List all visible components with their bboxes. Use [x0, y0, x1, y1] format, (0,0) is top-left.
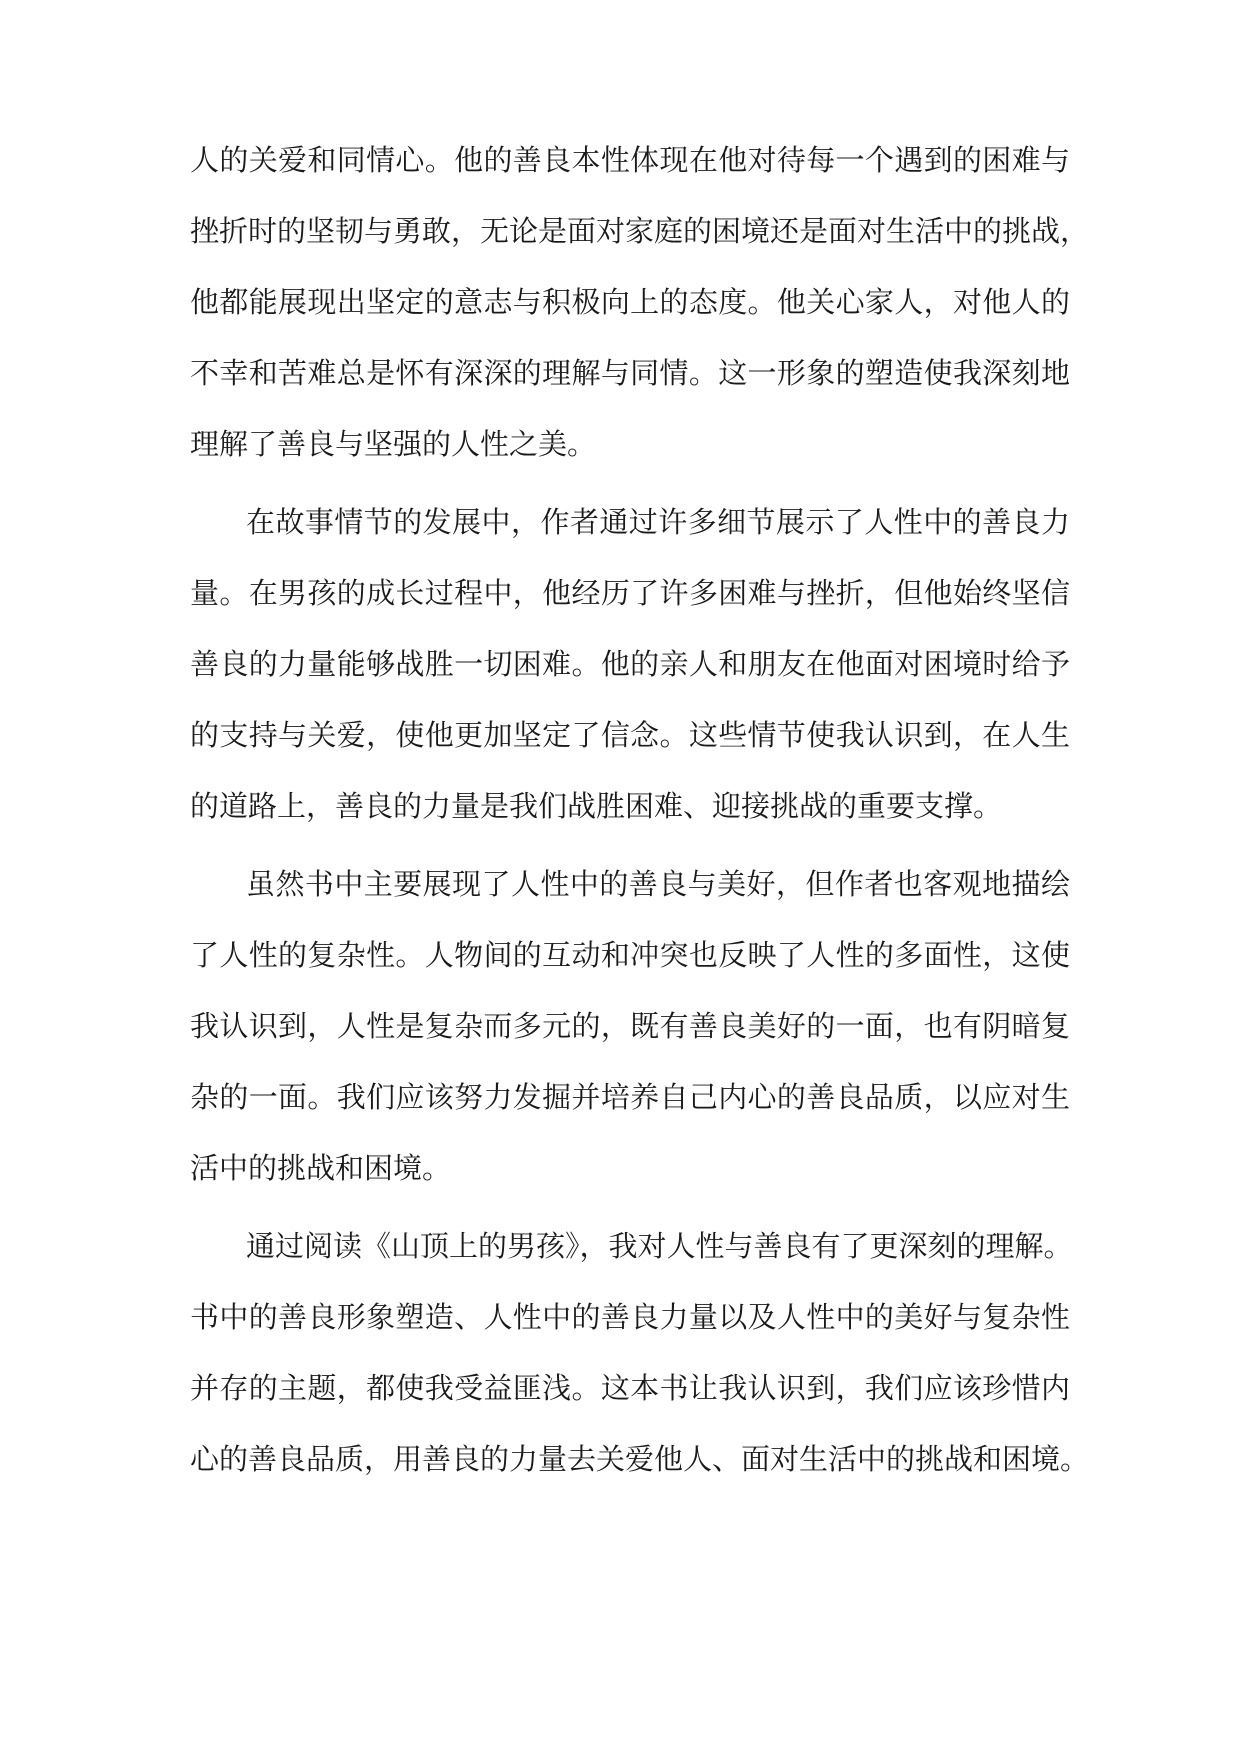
text-line: 不幸和苦难总是怀有深深的理解与同情。这一形象的塑造使我深刻地 [190, 356, 1070, 390]
paragraph-first-line: 在故事情节的发展中，作者通过许多细节展示了人性中的善良力 [246, 505, 1070, 539]
text-line: 他都能展现出坚定的意志与积极向上的态度。他关心家人，对他人的 [190, 285, 1070, 319]
text-line: 并存的主题，都使我受益匪浅。这本书让我认识到，我们应该珍惜内 [190, 1371, 1070, 1405]
paragraph-first-line: 通过阅读《山顶上的男孩》，我对人性与善良有了更深刻的理解。 [246, 1229, 1073, 1263]
text-line: 的支持与关爱，使他更加坚定了信念。这些情节使我认识到，在人生 [190, 718, 1070, 752]
text-line: 理解了善良与坚强的人性之美。 [190, 427, 597, 461]
text-line: 挫折时的坚韧与勇敢，无论是面对家庭的困境还是面对生活中的挑战， [190, 214, 1090, 248]
text-line: 了人性的复杂性。人物间的互动和冲突也反映了人性的多面性，这使 [190, 938, 1070, 972]
text-line: 的道路上，善良的力量是我们战胜困难、迎接挑战的重要支撑。 [190, 789, 1003, 823]
text-line: 量。在男孩的成长过程中，他经历了许多困难与挫折，但他始终坚信 [190, 576, 1070, 610]
text-line: 人的关爱和同情心。他的善良本性体现在他对待每一个遇到的困难与 [190, 143, 1070, 177]
text-line: 善良的力量能够战胜一切困难。他的亲人和朋友在他面对困境时给予 [190, 647, 1070, 681]
text-line: 心的善良品质，用善良的力量去关爱他人、面对生活中的挑战和困境。 [190, 1442, 1090, 1476]
text-line: 书中的善良形象塑造、人性中的善良力量以及人性中的美好与复杂性 [190, 1300, 1070, 1334]
text-line: 杂的一面。我们应该努力发掘并培养自己内心的善良品质，以应对生 [190, 1080, 1070, 1114]
text-line: 活中的挑战和困境。 [190, 1151, 452, 1185]
paragraph-first-line: 虽然书中主要展现了人性中的善良与美好，但作者也客观地描绘 [246, 867, 1070, 901]
text-line: 我认识到，人性是复杂而多元的，既有善良美好的一面，也有阴暗复 [190, 1009, 1070, 1043]
